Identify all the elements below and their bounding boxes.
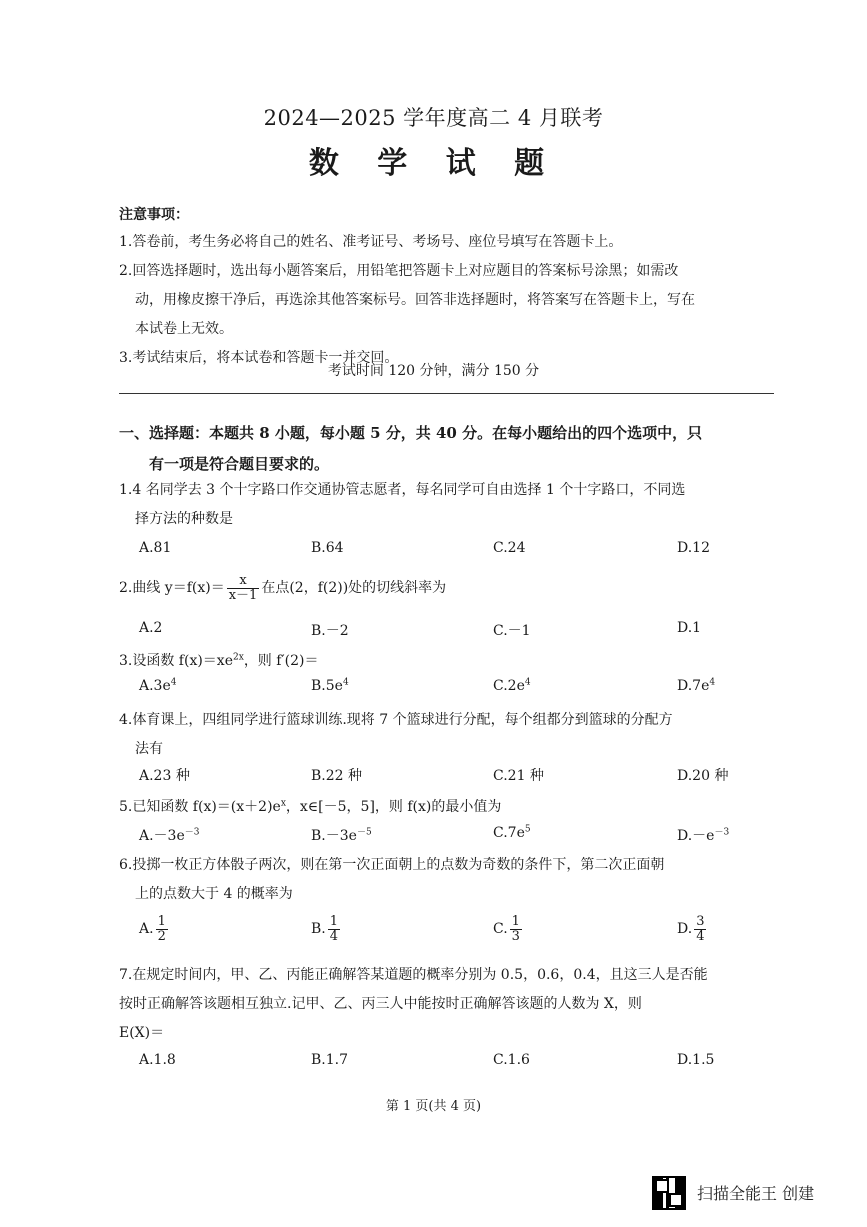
question-4-line-2: 法有: [135, 741, 163, 757]
notice-heading: 注意事项：: [119, 207, 189, 223]
question-2-stem-post: 在点(2，f(2))处的切线斜率为: [261, 580, 447, 597]
question-7: [119, 961, 784, 1048]
option-a: A.81: [139, 540, 172, 556]
question-3-stem-pre: 3.设函数 f(x)＝xe: [119, 653, 233, 669]
question-6-line-1: 6.投掷一枚正方体骰子两次，则在第一次正面朝上的点数为奇数的条件下，第二次正面朝: [119, 857, 665, 873]
question-4: [119, 706, 784, 764]
question-5-stem-pre: 5.已知函数 f(x)＝(x＋2)e: [119, 799, 281, 815]
page-number: 第 1 页(共 4 页): [385, 1099, 482, 1114]
question-2-stem-pre: 2.曲线 y＝f(x)＝: [119, 580, 225, 597]
fraction-denominator: x－1: [228, 587, 258, 603]
question-1-options: [139, 540, 779, 566]
question-2-options: [139, 620, 779, 646]
question-7-line-3: E(X)＝: [119, 1025, 165, 1041]
question-3-stem-post: ，则 f′(2)＝: [243, 653, 319, 669]
question-6-options: [139, 915, 779, 955]
subject-title: 数 学 试 题: [308, 146, 559, 181]
option-c: $C.2e^4$: [493, 677, 531, 694]
question-1-line-2: 择方法的种数是: [135, 511, 233, 527]
option-c: C.24: [493, 540, 526, 556]
question-2: [119, 574, 784, 603]
question-4-line-1: 4.体育课上，四组同学进行篮球训练.现将 7 个篮球进行分配，每个组都分到篮球的分配方: [119, 712, 673, 728]
option-d: D.20 种: [677, 768, 729, 784]
option-a: $A.-3e^{-3}$: [139, 827, 200, 844]
question-5-options: [139, 825, 779, 851]
question-3: [119, 647, 784, 676]
option-b: B.－2: [311, 623, 349, 639]
option-b: B.1.7: [311, 1052, 349, 1068]
question-1: [119, 476, 784, 534]
option-c: C. $\frac{1}{3}$: [493, 914, 520, 944]
qr-code-icon: [652, 1176, 686, 1210]
option-a: $A.3e^4$: [139, 677, 177, 694]
question-7-options: [139, 1052, 779, 1078]
option-b: B.22 种: [311, 768, 363, 784]
option-a: A. $\frac{1}{2}$: [139, 914, 166, 944]
question-3-exponent: 2x: [233, 652, 244, 663]
question-5: [119, 793, 784, 822]
notice-item-2-line-1: 2.回答选择题时，选出每小题答案后，用铅笔把答题卡上对应题目的答案标号涂黑；如需改: [119, 263, 679, 279]
question-4-options: [139, 765, 779, 791]
question-1-line-1: 1.4 名同学去 3 个十字路口作交通协管志愿者，每名同学可自由选择 1 个十字路口，不同选: [119, 482, 686, 498]
option-c: C.1.6: [493, 1052, 530, 1068]
option-c: $C.7e^5$: [493, 824, 531, 841]
option-d: $D.-e^{-3}$: [677, 827, 730, 844]
option-d: $D.7e^4$: [677, 677, 716, 694]
option-d: D.1: [677, 620, 702, 636]
section-heading: [119, 418, 784, 480]
notice-item-2-line-3: 本试卷上无效。: [135, 321, 233, 337]
divider: [119, 393, 774, 394]
option-b: $B.-3e^{-5}$: [311, 827, 372, 844]
question-5-exponent: x: [280, 798, 286, 809]
fraction-numerator: x: [227, 574, 260, 589]
option-d: D.12: [677, 540, 710, 556]
option-d: D. $\frac{3}{4}$: [677, 914, 705, 944]
option-b: B. $\frac{1}{4}$: [311, 914, 339, 944]
section-heading-line-2: 有一项是符合题目要求的。: [149, 455, 330, 473]
option-d: D.1.5: [677, 1052, 715, 1068]
question-3-options: [139, 678, 779, 704]
question-7-line-1: 7.在规定时间内，甲、乙、丙能正确解答某道题的概率分别为 0.5，0.6，0.4，且这三人是否能: [119, 967, 708, 983]
exam-time-note: 考试时间 120 分钟，满分 150 分: [327, 363, 540, 379]
question-5-stem-post: ，x∈[－5，5]，则 f(x)的最小值为: [285, 799, 502, 815]
option-b: $B.5e^4$: [311, 677, 349, 694]
option-a: A.23 种: [139, 768, 190, 784]
notice-item-3: 3.考试结束后，将本试卷和答题卡一并交回。: [119, 350, 399, 366]
notice-list: [119, 228, 784, 373]
notice-item-2-line-2: 动，用橡皮擦干净后，再选涂其他答案标号。回答非选择题时，将答案写在答题卡上，写在: [135, 292, 695, 308]
option-c: C.21 种: [493, 768, 544, 784]
question-6-line-2: 上的点数大于 4 的概率为: [135, 886, 293, 902]
notice-item-1: 1.答卷前，考生务必将自己的姓名、准考证号、考场号、座位号填写在答题卡上。: [119, 234, 623, 250]
option-a: A.1.8: [139, 1052, 176, 1068]
option-c: C.－1: [493, 623, 531, 639]
question-6: [119, 851, 784, 909]
exam-title: 2024—2025 学年度高二 4 月联考: [263, 106, 604, 130]
question-7-line-2: 按时正确解答该题相互独立.记甲、乙、丙三人中能按时正确解答该题的人数为 X，则: [119, 996, 642, 1012]
question-2-fraction: [227, 574, 260, 602]
option-b: B.64: [311, 540, 344, 556]
option-a: A.2: [139, 620, 163, 636]
scanner-watermark: 扫描全能王 创建: [697, 1184, 815, 1203]
section-heading-line-1: 一、选择题：本题共 8 小题，每小题 5 分，共 40 分。在每小题给出的四个选项中，只: [119, 424, 703, 442]
